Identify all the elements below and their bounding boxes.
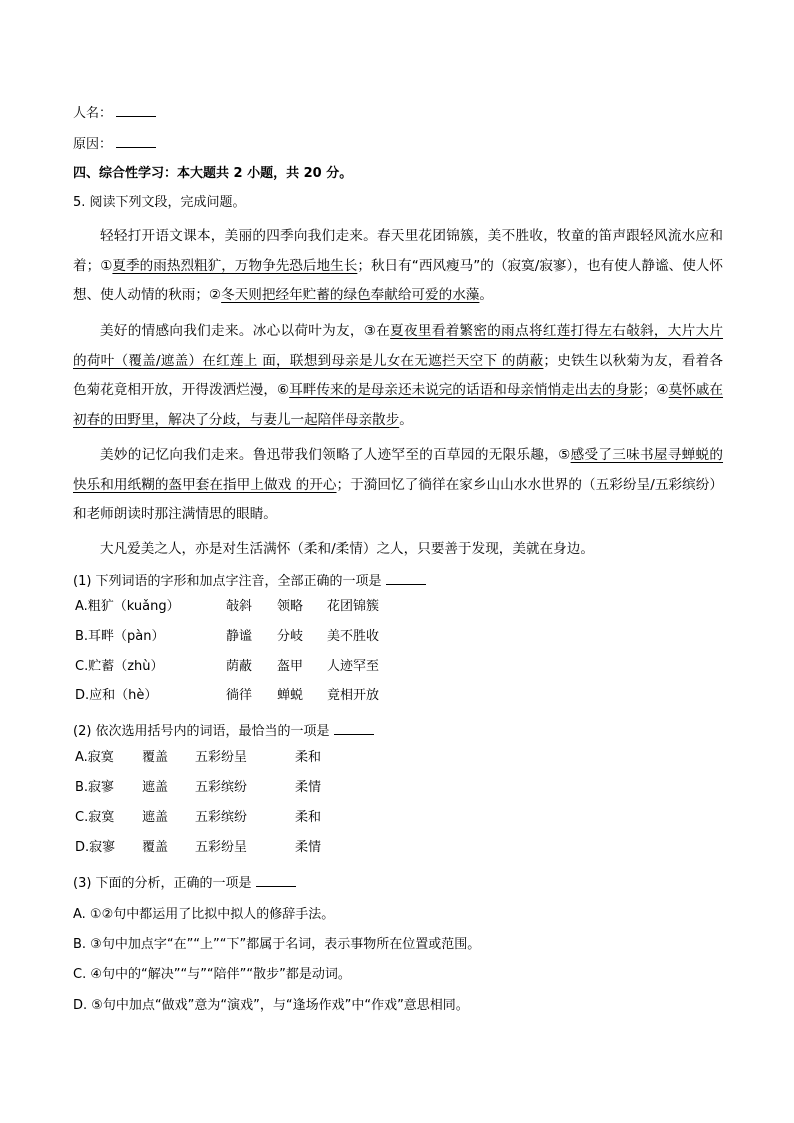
q1-option-text: B.耳畔（pàn） xyxy=(75,629,165,644)
passage-paragraph-2 xyxy=(73,317,723,435)
answer-label-name: 人名： xyxy=(73,106,113,121)
q1-option-word: 盔甲 xyxy=(277,659,304,674)
answer-blank[interactable] xyxy=(116,104,156,117)
q3-answer-blank[interactable] xyxy=(256,874,296,887)
passage-text: 。 xyxy=(399,411,413,428)
q2-stem-text: (2) 依次选用括号内的词语，最恰当的一项是 xyxy=(73,724,330,739)
q2-option-word: 覆盖 xyxy=(142,840,169,855)
q2-option-word: 五彩纷呈 xyxy=(195,750,248,765)
q3-option-c[interactable]: C. ④句中的“解决”“与”“陪伴”“散步”都是动词。 xyxy=(73,967,351,982)
passage-text: 美好的情感向我们走来。冰心以荷叶为友，③在 xyxy=(100,323,391,339)
q3-stem-text: (3) 下面的分析，正确的一项是 xyxy=(73,876,252,891)
q1-option-text: A.粗犷（kuǎng） xyxy=(75,599,180,614)
passage-paragraph-1 xyxy=(73,222,723,311)
q1-stem xyxy=(73,572,426,591)
q2-option-word: B.寂寥 xyxy=(75,780,115,795)
q1-option-word: 竟相开放 xyxy=(327,688,380,703)
answer-line-reason xyxy=(73,135,156,154)
q2-option-word: 柔和 xyxy=(295,750,322,765)
passage-paragraph-3 xyxy=(73,441,723,530)
passage-text: ；④ xyxy=(642,382,669,398)
q3-option-d[interactable]: D. ⑤句中加点“做戏”意为“演戏”，与“逢场作戏”中“作戏”意思相同。 xyxy=(73,998,469,1013)
passage-text: ；秋日有“西风瘦马”的（寂寞/寂寥），也有使人静谧、使人怀想、使人动情的秋雨；② xyxy=(73,257,724,303)
q2-stem xyxy=(73,722,374,741)
section-title: 四、综合性学习：本大题共 2 小题，共 20 分。 xyxy=(73,166,353,181)
q1-option-text: C.贮蓄（zhù） xyxy=(75,659,164,674)
q2-option-word: 遮盖 xyxy=(142,810,169,825)
q1-stem-text: (1) 下列词语的字形和加点字注音，全部正确的一项是 xyxy=(73,574,382,589)
q2-option-word: 五彩缤纷 xyxy=(195,780,248,795)
passage-paragraph-4: 大凡爱美之人，亦是对生活满怀（柔和/柔情）之人，只要善于发现，美就在身边。 xyxy=(100,541,594,557)
q1-answer-blank[interactable] xyxy=(386,572,426,585)
q1-option-word: 美不胜收 xyxy=(327,629,380,644)
passage-text: 。 xyxy=(479,287,493,303)
underlined-sentence-2: 冬天则把经年贮蓄的绿色奉献给可爱的水藻 xyxy=(221,287,480,303)
q1-option-word: 敧斜 xyxy=(226,599,253,614)
passage-text: ；于漪回忆了徜徉在家乡山山水水世界的（五彩纷呈/五彩缤纷）和老师朗读时那注满情思的眼睛。 xyxy=(73,476,723,522)
q1-option-word: 分岐 xyxy=(277,629,304,644)
q1-option-word: 静谧 xyxy=(226,629,253,644)
underlined-sentence-3: 夏夜里看着繁密的雨点将红莲打得左右敧斜，大片大片的荷叶（覆盖/遮盖）在红莲上 面，联想到母亲是儿女在无遮拦天空下 的荫蔽 xyxy=(73,323,724,369)
underlined-sentence-1: 夏季的雨热烈粗犷，万物争先恐后地生长 xyxy=(112,257,358,274)
q2-option-word: 柔情 xyxy=(295,840,322,855)
q2-answer-blank[interactable] xyxy=(334,722,374,735)
answer-blank[interactable] xyxy=(116,135,156,148)
q1-option-word: 徜徉 xyxy=(226,688,253,703)
q2-option-word: 遮盖 xyxy=(142,780,169,795)
q2-option-word: C.寂寞 xyxy=(75,810,115,825)
q1-option-word: 人迹罕至 xyxy=(327,659,380,674)
q1-option-word: 蝉蜕 xyxy=(277,688,304,703)
q1-option-word: 花团锦簇 xyxy=(327,599,380,614)
q1-option-word: 荫蔽 xyxy=(226,659,253,674)
q2-option-word: 柔情 xyxy=(295,780,322,795)
q1-option-text: D.应和（hè） xyxy=(75,688,158,703)
q2-option-word: 五彩缤纷 xyxy=(195,810,248,825)
q3-option-a[interactable]: A. ①②句中都运用了比拟中拟人的修辞手法。 xyxy=(73,907,335,922)
passage-text: 轻轻打开语文课本，美丽的四季向我们走来。春天里花团锦簇，美不胜收，牧童的笛声跟轻风流水应和着；① xyxy=(73,228,723,274)
q3-stem xyxy=(73,874,296,893)
q2-option-word: 柔和 xyxy=(295,810,322,825)
q3-option-b[interactable]: B. ③句中加点字“在”“上”“下”都属于名词，表示事物所在位置或范围。 xyxy=(73,937,481,952)
q2-option-word: 五彩纷呈 xyxy=(195,840,248,855)
q2-option-word: A.寂寞 xyxy=(75,750,114,765)
underlined-sentence-5: 感受了三味书屋寻蝉蜕的快乐和用纸糊的盔甲套在指甲上做戏 的开心 xyxy=(73,447,724,493)
answer-label-reason: 原因： xyxy=(73,137,113,152)
q2-option-word: D.寂寥 xyxy=(75,840,116,855)
underlined-sentence-6: 耳畔传来的是母亲还未说完的话语和母亲悄悄走出去的身影 xyxy=(289,382,643,398)
answer-line-name xyxy=(73,104,156,123)
underlined-sentence-4: 莫怀戚在初春的田野里，解决了分歧，与妻儿一起陪伴母亲散步 xyxy=(73,382,724,428)
q1-option-word: 领略 xyxy=(277,599,304,614)
passage-text: ；史铁生以秋菊为友，看着各色菊花竟相开放，开得泼洒烂漫，⑥ xyxy=(73,352,723,398)
passage-text: 美妙的记忆向我们走来。鲁迅带我们领略了人迹罕至的百草园的无限乐趣，⑤ xyxy=(100,447,571,463)
question-intro: 5. 阅读下列文段，完成问题。 xyxy=(73,195,246,210)
q2-option-word: 覆盖 xyxy=(142,750,169,765)
